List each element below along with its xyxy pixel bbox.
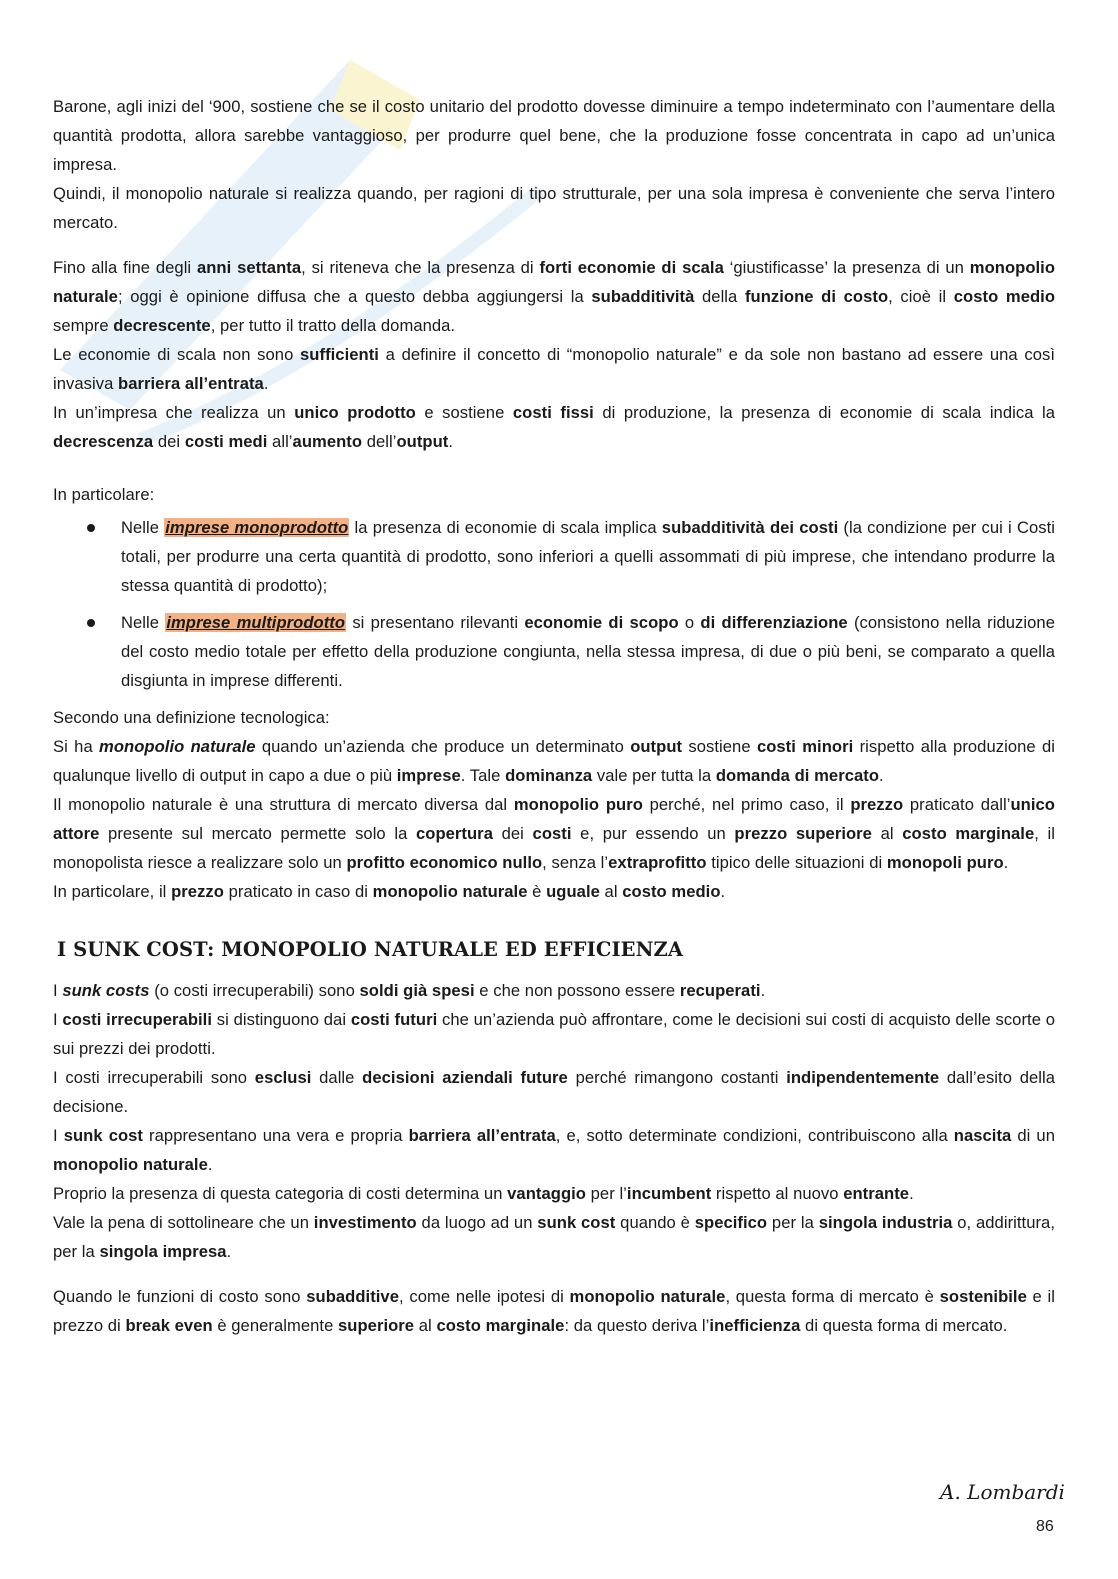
paragraph: Proprio la presenza di questa categoria di costi determina un vantaggio per l’incumbent rispetto al nuovo entrante. [53, 1184, 914, 1203]
highlighted-term: imprese monoprodotto [165, 518, 349, 537]
paragraph: Fino alla fine degli anni settanta, si riteneva che la presenza di forti economie di scala ‘giustificasse’ la presenza di un monopolio naturale; oggi è opinione diffusa che a questo debba aggiungersi la subadditività della funzione di costo, cioè il costo medio sempre decrescente, per tutto il tratto della domanda. [53, 258, 1056, 335]
paragraph: Quando le funzioni di costo sono subadditive, come nelle ipotesi di monopolio naturale, questa forma di mercato è sostenibile e il prezzo di break even è generalmente superiore al costo marginale: da questo deriva l’inefficienza di questa forma di mercato. [53, 1287, 1055, 1335]
paragraph: Si ha monopolio naturale quando un’azienda che produce un determinato output sostiene costi minori rispetto alla produzione di qualunque livello di output in capo a due o più imprese. Tale dominanza vale per tutta la domanda di mercato. [53, 737, 1055, 785]
list-item: Nelle imprese monoprodotto la presenza di economie di scala implica subadditività dei costi (la condizione per cui i Costi totali, per produrre una certa quantità di prodotto, sono inferiori a quelli assommati di più imprese, che intendano produrre la stessa quantità di prodotto); [53, 513, 1055, 600]
paragraph: Le economie di scala non sono sufficienti a definire il concetto di “monopolio naturale” e da sole non bastano ad essere una così invasiva barriera all’entrata. [53, 345, 1055, 393]
author-signature: A. Lombardi [940, 1480, 1065, 1504]
paragraph: I sunk cost rappresentano una vera e propria barriera all’entrata, e, sotto determinate condizioni, contribuiscono alla nascita di un monopolio naturale. [53, 1126, 1055, 1174]
section-title: I SUNK COST: MONOPOLIO NATURALE ED EFFICIENZA [57, 938, 684, 961]
bullet-icon [87, 619, 95, 627]
paragraph: Vale la pena di sottolineare che un investimento da luogo ad un sunk cost quando è specifico per la singola industria o, addirittura, per la singola impresa. [53, 1213, 1055, 1261]
paragraph: In particolare, il prezzo praticato in caso di monopolio naturale è uguale al costo medio. [53, 882, 726, 901]
bullet-list [53, 513, 1055, 695]
paragraph: In particolare: [53, 485, 155, 504]
list-item: Nelle imprese multiprodotto si presentano rilevanti economie di scopo o di differenziazione (consistono nella riduzione del costo medio totale per effetto della produzione congiunta, nella stessa impresa, di due o più beni, se comparato a quella disgiunta in imprese differenti. [53, 608, 1055, 695]
paragraph: I sunk costs (o costi irrecuperabili) sono soldi già spesi e che non possono essere recuperati. [53, 981, 766, 1000]
paragraph: Il monopolio naturale è una struttura di mercato diversa dal monopolio puro perché, nel primo caso, il prezzo praticato dall’unico attore presente sul mercato permette solo la copertura dei costi e, pur essendo un prezzo superiore al costo marginale, il monopolista riesce a realizzare solo un profitto economico nullo, senza l’extraprofitto tipico delle situazioni di monopoli puro. [53, 795, 1055, 872]
highlighted-term: imprese multiprodotto [166, 613, 346, 632]
bullet-icon [87, 524, 95, 532]
paragraph: Secondo una definizione tecnologica: [53, 708, 330, 727]
paragraph: In un’impresa che realizza un unico prodotto e sostiene costi fissi di produzione, la presenza di economie di scala indica la decrescenza dei costi medi all’aumento dell’output. [53, 403, 1056, 451]
document-body [53, 92, 1055, 1340]
paragraph: Quindi, il monopolio naturale si realizza quando, per ragioni di tipo strutturale, per una sola impresa è conveniente che serva l’intero mercato. [53, 184, 1055, 232]
paragraph: Barone, agli inizi del ‘900, sostiene che se il costo unitario del prodotto dovesse diminuire a tempo indeterminato con l’aumentare della quantità prodotta, allora sarebbe vantaggioso, per produrre quel bene, che la produzione fosse concentrata in capo ad un’unica impresa. [53, 97, 1055, 174]
paragraph: I costi irrecuperabili si distinguono dai costi futuri che un’azienda può affrontare, come le decisioni sui costi di acquisto delle scorte o sui prezzi dei prodotti. [53, 1010, 1055, 1058]
page-number: 86 [1036, 1518, 1054, 1535]
paragraph: I costi irrecuperabili sono esclusi dalle decisioni aziendali future perché rimangono costanti indipendentemente dall’esito della decisione. [53, 1068, 1056, 1116]
